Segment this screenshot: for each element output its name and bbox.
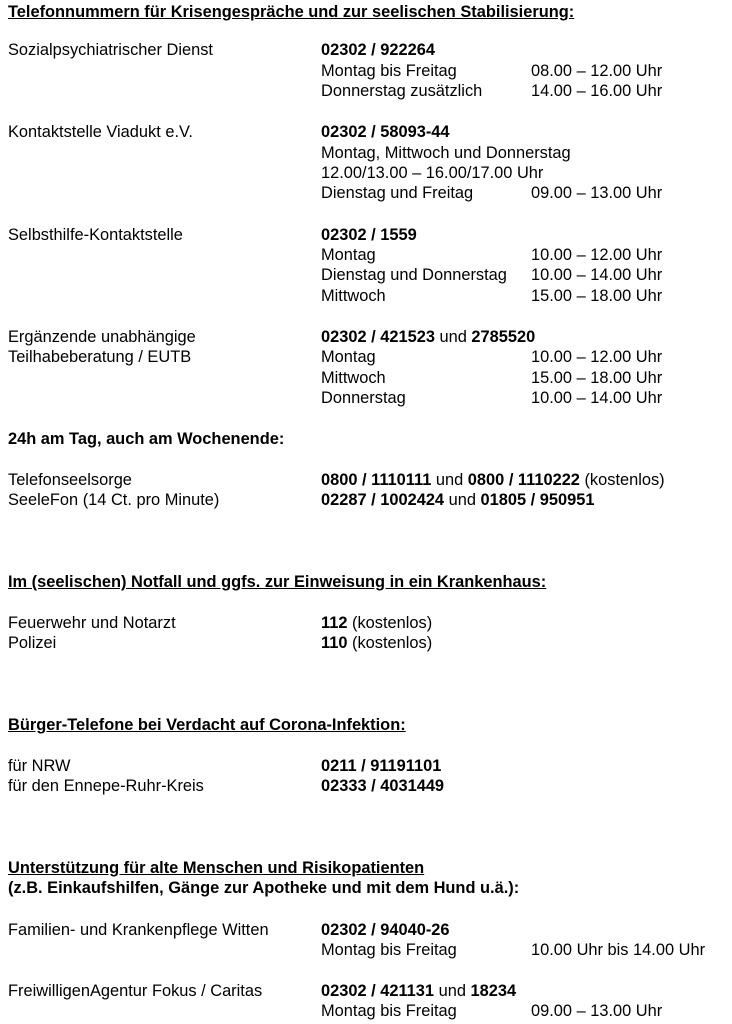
entry-name: Sozialpsychiatrischer Dienst [8, 41, 213, 59]
entry-row [0, 981, 732, 1001]
entry-row [0, 225, 732, 245]
phone-note: (kostenlos) [347, 634, 433, 652]
phone-group [321, 490, 594, 510]
entry-name: Selbsthilfe-Kontaktstelle [8, 226, 183, 244]
hours-row [0, 143, 732, 163]
entry-row [0, 920, 732, 940]
entry-name: Familien- und Krankenpflege Witten [8, 921, 269, 939]
hours-row [0, 1001, 732, 1021]
phone-note: (kostenlos) [579, 471, 665, 489]
heading-corona: Bürger-Telefone bei Verdacht auf Corona-Infektion: [8, 716, 406, 734]
section-subheading [0, 878, 732, 898]
heading-notfall: Im (seelischen) Notfall und ggfs. zur Einweisung in ein Krankenhaus: [8, 573, 547, 591]
hours-day: Montag [321, 348, 376, 366]
subheading-unterstuetzung: (z.B. Einkaufshilfen, Gänge zur Apotheke und mit dem Hund u.ä.): [8, 879, 520, 897]
hours-day: Mittwoch [321, 287, 386, 305]
entry-name: Feuerwehr und Notarzt [8, 614, 176, 632]
phone-group [321, 613, 432, 633]
phone-number: 110 [321, 634, 348, 652]
phone-joiner: und [434, 328, 472, 346]
hours-row [0, 245, 732, 265]
hours-day: Montag [321, 246, 376, 264]
entry-row [0, 470, 732, 490]
heading-krisengespraeche: Telefonnummern für Krisengespräche und zur seelischen Stabilisierung: [8, 3, 575, 21]
entry-name: Kontaktstelle Viadukt e.V. [8, 123, 193, 141]
phone-number: 0211 / 91191101 [321, 757, 442, 775]
hours-time: 10.00 – 12.00 Uhr [531, 348, 663, 366]
phone-number: 0800 / 1110222 [467, 471, 580, 489]
hours-time: 09.00 – 13.00 Uhr [531, 1002, 663, 1020]
entry-row [0, 327, 732, 347]
hours-row [0, 183, 732, 203]
heading-24h: 24h am Tag, auch am Wochenende: [8, 430, 285, 448]
phone-note: (kostenlos) [347, 614, 433, 632]
hours-time: 10.00 – 12.00 Uhr [531, 246, 663, 264]
hours-row [0, 286, 732, 306]
phone-number: 02302 / 922264 [321, 41, 435, 59]
entry-name: für den Ennepe-Ruhr-Kreis [8, 777, 204, 795]
hours-day: Montag bis Freitag [321, 62, 457, 80]
phone-number: 0800 / 1110111 [321, 471, 432, 489]
hours-day: Mittwoch [321, 369, 386, 387]
entry-row [0, 756, 732, 776]
hours-day: Montag bis Freitag [321, 941, 457, 959]
phone-joiner: und [444, 491, 481, 509]
phone-number: 18234 [470, 982, 517, 1000]
entry-name: Teilhabeberatung / EUTB [8, 348, 192, 366]
phone-number: 01805 / 950951 [480, 491, 595, 509]
hours-time: 12.00/13.00 – 16.00/17.00 Uhr [321, 164, 544, 182]
phone-group [321, 327, 535, 347]
phone-number: 2785520 [471, 328, 536, 346]
phone-joiner: und [431, 471, 468, 489]
hours-day: Montag bis Freitag [321, 1002, 457, 1020]
phone-group [321, 981, 516, 1001]
entry-name: FreiwilligenAgentur Fokus / Caritas [8, 982, 263, 1000]
phone-number: 112 [321, 614, 348, 632]
hours-time: 10.00 – 14.00 Uhr [531, 389, 663, 407]
hours-row [0, 163, 732, 183]
phone-group [321, 633, 432, 653]
phone-number: 02302 / 94040-26 [321, 921, 450, 939]
hours-day: Montag, Mittwoch und Donnerstag [321, 144, 571, 162]
entry-name: für NRW [8, 757, 71, 775]
section-heading [0, 572, 732, 592]
section-heading [0, 858, 732, 878]
phone-number: 02302 / 1559 [321, 226, 417, 244]
heading-unterstuetzung: Unterstützung für alte Menschen und Risikopatienten [8, 859, 425, 877]
phone-number: 02287 / 1002424 [321, 491, 445, 509]
hours-row [0, 368, 732, 388]
hours-day: Donnerstag zusätzlich [321, 82, 483, 100]
entry-row [0, 490, 732, 510]
entry-row [0, 613, 732, 633]
entry-name: Polizei [8, 634, 57, 652]
hours-row [0, 388, 732, 408]
phone-group [321, 470, 665, 490]
entry-row [0, 776, 732, 796]
phone-number: 02302 / 421131 [321, 982, 435, 1000]
phone-number: 02302 / 421523 [321, 328, 435, 346]
hours-time: 15.00 – 18.00 Uhr [531, 369, 663, 387]
phone-number: 02302 / 58093-44 [321, 123, 450, 141]
section-heading [0, 429, 732, 449]
entry-name: Telefonseelsorge [8, 471, 132, 489]
hours-time: 15.00 – 18.00 Uhr [531, 287, 663, 305]
hours-time: 10.00 Uhr bis 14.00 Uhr [531, 941, 706, 959]
hours-day: Donnerstag [321, 389, 406, 407]
hours-day: Dienstag und Freitag [321, 184, 474, 202]
hours-time: 09.00 – 13.00 Uhr [531, 184, 663, 202]
entry-name: SeeleFon (14 Ct. pro Minute) [8, 491, 220, 509]
hours-time: 14.00 – 16.00 Uhr [531, 82, 663, 100]
phone-number: 02333 / 4031449 [321, 777, 445, 795]
phone-joiner: und [434, 982, 471, 1000]
entry-name: Ergänzende unabhängige [8, 328, 196, 346]
entry-row [0, 40, 732, 60]
entry-row [0, 633, 732, 653]
section-heading [0, 2, 732, 22]
hours-time: 08.00 – 12.00 Uhr [531, 62, 663, 80]
hours-row [0, 347, 732, 367]
hours-row [0, 265, 732, 285]
section-heading [0, 715, 732, 735]
hours-day: Dienstag und Donnerstag [321, 266, 507, 284]
hours-row [0, 61, 732, 81]
hours-row [0, 940, 732, 960]
hours-time: 10.00 – 14.00 Uhr [531, 266, 663, 284]
entry-row [0, 122, 732, 142]
hours-row [0, 81, 732, 101]
